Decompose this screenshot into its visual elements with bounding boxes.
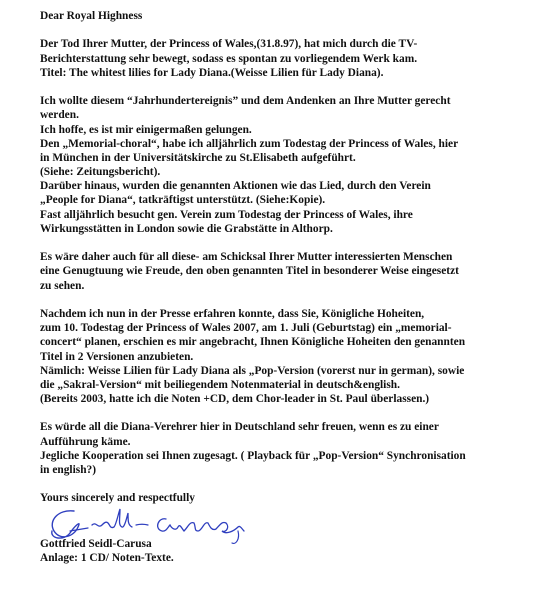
text-line: Aufführung käme. (40, 435, 131, 448)
text-line: (Siehe: Zeitungsbericht). (40, 166, 161, 179)
text-line: Es würde all die Diana-Verehrer hier in Deutschland sehr freuen, wenn es zu einer (40, 421, 439, 434)
enclosure-note: Anlage: 1 CD/ Noten-Texte. (40, 551, 174, 564)
text-line: concert“ planen, erschien es mir angebracht, Ihnen Königliche Hoheiten den genannten (40, 336, 466, 349)
paragraph (40, 250, 540, 293)
text-line: „People for Diana“, tatkräftigst unterstützt. (Siehe:Kopie). (40, 194, 326, 207)
text-line: zu sehen. (40, 279, 85, 292)
text-line: Ich wollte diesem “Jahrhundertereignis” und dem Andenken an Ihre Mutter gerecht (40, 95, 451, 108)
letter-body (40, 9, 540, 565)
text-line: Fast alljährlich besucht gen. Verein zum Todestag der Princess of Wales, ihre (40, 208, 413, 221)
handwritten-signature (44, 501, 284, 547)
letter-paragraphs (40, 37, 540, 477)
text-line: Den „Memorial-choral“, habe ich alljährlich zum Todestag der Princess of Wales, hier (40, 137, 459, 150)
text-line: zum 10. Todestag der Princess of Wales 2007, am 1. Juli (Geburtstag) ein „memorial- (40, 322, 452, 335)
text-line: Es wäre daher auch für all diese- am Schicksal Ihrer Mutter interessierten Menschen (40, 251, 453, 264)
text-line: Ich hoffe, es ist mir einigermaßen gelungen. (40, 123, 252, 136)
closing-block (40, 491, 540, 565)
closing-line: Yours sincerely and respectfully (40, 492, 195, 505)
text-line: Darüber hinaus, wurden die genannten Aktionen wie das Lied, durch den Verein (40, 180, 431, 193)
text-line: die „Sakral-Version“ mit beiliegendem Notenmaterial in deutsch&english. (40, 378, 400, 391)
text-line: Der Tod Ihrer Mutter, der Princess of Wales,(31.8.97), hat mich durch die TV- (40, 38, 418, 51)
paragraph (40, 94, 540, 236)
text-line: Wirkungsstätten in London sowie die Grabstätte in Althorp. (40, 222, 333, 235)
text-line: Titel: The whitest lilies for Lady Diana.(Weisse Lilien für Lady Diana). (40, 66, 384, 79)
text-line: Titel in 2 Versionen anzubieten. (40, 350, 194, 363)
text-line: in english?) (40, 464, 97, 476)
paragraph (40, 37, 540, 80)
text-line: Nachdem ich nun in der Presse erfahren konnte, dass Sie, Königliche Hoheiten, (40, 307, 425, 320)
paragraph (40, 307, 540, 406)
text-line: eine Genugtuung wie Freude, den oben genannten Titel in besonderer Weise eingesetzt (40, 265, 459, 278)
text-line: Berichterstattung sehr bewegt, sodass es spontan zu vorliegendem Werk kam. (40, 52, 418, 65)
signer-name: Gottfried Seidl-Carusa (40, 537, 152, 550)
text-line: Jegliche Kooperation sei Ihnen zugesagt. ( Playback für „Pop-Version“ Synchronisation (40, 449, 466, 462)
paragraph-gap (40, 80, 540, 94)
paragraph (40, 420, 540, 477)
text-line: (Bereits 2003, hatte ich die Noten +CD, dem Chor-leader in St. Paul überlassen.) (40, 393, 430, 406)
salutation: Dear Royal Highness (40, 10, 143, 22)
paragraph-gap (40, 236, 540, 250)
paragraph-gap (40, 293, 540, 307)
text-line: Nämlich: Weisse Lilien für Lady Diana als „Pop-Version (vorerst nur in german), sowie (40, 364, 465, 377)
text-line: in München in der Universitätskirche zu St.Elisabeth aufgeführt. (40, 151, 356, 164)
paragraph-gap (40, 406, 540, 420)
text-line: werden. (40, 109, 79, 122)
